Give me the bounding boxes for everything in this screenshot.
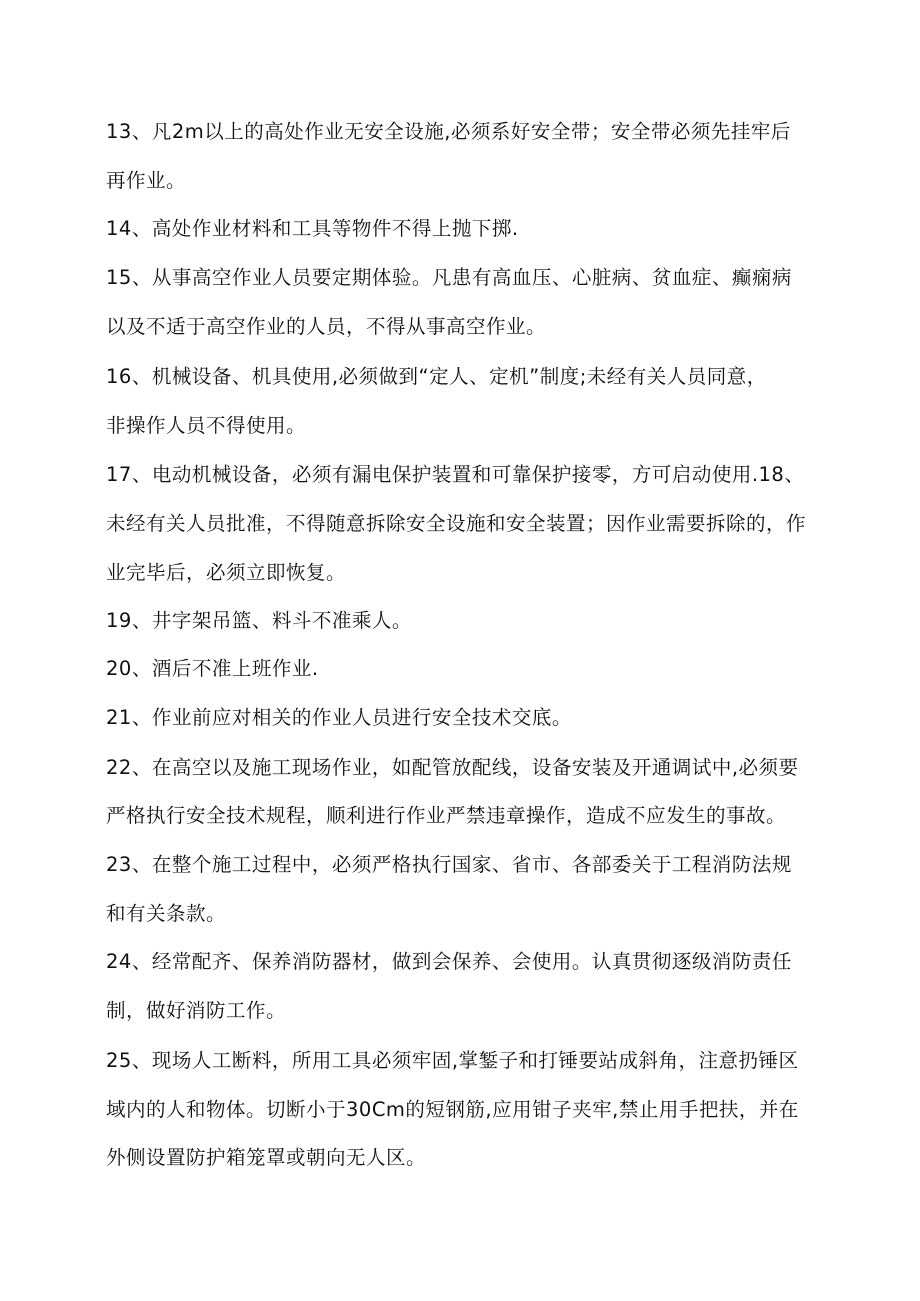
text-line: 再作业。 (106, 169, 187, 192)
text-line: 20、酒后不准上班作业. (106, 657, 319, 680)
text-line: 24、经常配齐、保养消防器材，做到会保养、会使用。认真贯彻逐级消防责任 (106, 950, 792, 973)
text-line: 非操作人员不得使用。 (106, 414, 307, 437)
text-line: 制，做好消防工作。 (106, 999, 287, 1022)
text-line: 域内的人和物体。切断小于30Cm的短钢筋,应用钳子夹牢,禁止用手把扶，并在 (106, 1098, 799, 1121)
text-line: 14、高处作业材料和工具等物件不得上抛下掷. (106, 217, 519, 240)
text-line: 25、现场人工断料，所用工具必须牢固,掌錾子和打锤要站成斜角，注意扔锤区 (106, 1049, 799, 1072)
text-line: 23、在整个施工过程中，必须严格执行国家、省市、各部委关于工程消防法规 (106, 853, 792, 876)
text-line: 16、机械设备、机具使用,必须做到“定人、定机”制度;未经有关人员同意， (106, 365, 767, 388)
text-line: 15、从事高空作业人员要定期体验。凡患有高血压、心脏病、贫血症、癫痫病 (106, 266, 792, 289)
text-line: 业完毕后，必须立即恢复。 (106, 561, 347, 584)
text-line: 22、在高空以及施工现场作业，如配管放配线，设备安装及开通调试中,必须要 (106, 756, 799, 779)
text-line: 21、作业前应对相关的作业人员进行安全技术交底。 (106, 706, 572, 729)
text-line: 和有关条款。 (106, 902, 227, 925)
text-line: 19、井字架吊篮、料斗不准乘人。 (106, 609, 412, 632)
text-line: 17、电动机械设备，必须有漏电保护装置和可靠保护接零，方可启动使用.18、 (106, 463, 805, 486)
text-line: 以及不适于高空作业的人员，不得从事高空作业。 (106, 315, 547, 338)
text-line: 严格执行安全技术规程，顺利进行作业严禁违章操作，造成不应发生的事故。 (106, 804, 787, 827)
text-line: 外侧设置防护箱笼罩或朝向无人区。 (106, 1146, 427, 1169)
text-line: 13、凡2m以上的高处作业无安全设施,必须系好安全带；安全带必须先挂牢后 (106, 120, 791, 143)
text-line: 未经有关人员批准，不得随意拆除安全设施和安全装置；因作业需要拆除的，作 (106, 512, 807, 535)
